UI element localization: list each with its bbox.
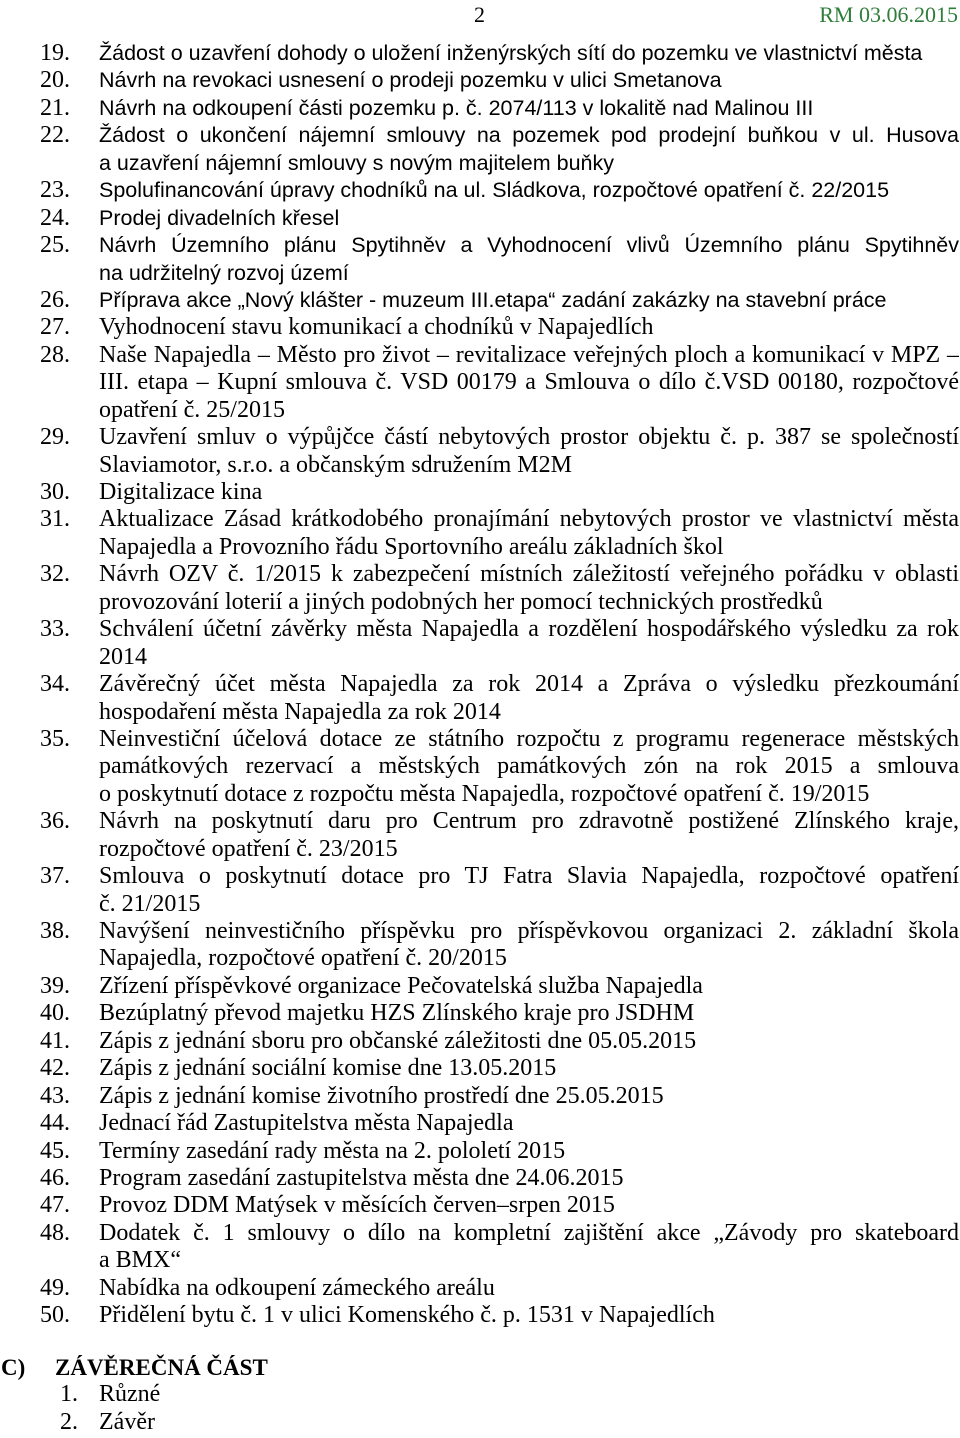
item-text	[99, 1409, 959, 1436]
item-line: III. etapa – Kupní smlouva č. VSD 00179 a Smlouva o dílo č.VSD 00180, rozpočtové	[99, 369, 959, 396]
item-text	[99, 232, 959, 287]
agenda-item	[0, 1000, 960, 1027]
item-number: 37.	[40, 863, 70, 890]
item-number: 36.	[40, 808, 70, 835]
item-line: Smlouva o poskytnutí dotace pro TJ Fatra Slavia Napajedla, rozpočtové opatření	[99, 863, 959, 890]
agenda-item	[0, 1275, 960, 1302]
item-line: Neinvestiční účelová dotace ze státního rozpočtu z programu regenerace městských	[99, 725, 959, 752]
item-line: Schválení účetní závěrky města Napajedla a rozdělení hospodářského výsledku za rok	[99, 616, 959, 643]
page-number: 2	[474, 2, 485, 27]
item-line: památkových rezervací a městských památkových zón na rok 2015 a smlouva	[99, 753, 959, 780]
item-line: Spolufinancování úpravy chodníků na ul. Sládkova, rozpočtové opatření č. 22/2015	[99, 178, 890, 203]
section-heading	[0, 1354, 960, 1381]
agenda-item	[0, 918, 960, 973]
item-text	[99, 616, 959, 671]
item-text	[99, 424, 959, 479]
item-line: 2014	[99, 643, 147, 670]
item-line: Provoz DDM Matýsek v měsících červen–srpen 2015	[99, 1192, 615, 1219]
item-line: Vyhodnocení stavu komunikací a chodníků v Napajedlích	[99, 314, 654, 341]
item-text	[99, 1192, 959, 1219]
item-line: Zápis z jednání komise životního prostředí dne 25.05.2015	[99, 1082, 664, 1109]
agenda-item	[0, 1028, 960, 1055]
page-header	[0, 2, 960, 28]
item-line: Dodatek č. 1 smlouvy o dílo na kompletní zajištění akce „Závody pro skateboard	[99, 1219, 959, 1246]
item-number: 2.	[60, 1408, 78, 1435]
item-text	[99, 1275, 959, 1302]
item-line: Aktualizace Zásad krátkodobého pronajímání nebytových prostor ve vlastnictví města	[99, 506, 959, 533]
agenda-item	[0, 1110, 960, 1137]
agenda-item	[0, 424, 960, 479]
item-text	[99, 973, 959, 1000]
item-line: Slaviamotor, s.r.o. a občanským sdružením M2M	[99, 451, 572, 478]
item-number: 45.	[40, 1137, 70, 1164]
item-line: Digitalizace kina	[99, 479, 263, 505]
item-number: 21.	[40, 94, 70, 121]
agenda-item	[0, 479, 960, 506]
item-line: Napajedla, rozpočtové opatření č. 20/2015	[99, 945, 507, 972]
item-line: a BMX“	[99, 1247, 181, 1274]
item-text	[99, 1055, 959, 1082]
item-line: Navýšení neinvestičního příspěvku pro příspěvkovou organizaci 2. základní škola	[99, 918, 959, 944]
item-text	[99, 1028, 959, 1055]
item-text	[99, 561, 959, 616]
item-line: rozpočtové opatření č. 23/2015	[99, 835, 398, 862]
meeting-ref: RM 03.06.2015	[819, 2, 958, 27]
agenda-item	[0, 1083, 960, 1110]
item-line: Zřízení příspěvkové organizace Pečovatelská služba Napajedla	[99, 972, 703, 999]
agenda-list	[0, 40, 960, 1330]
item-line: a uzavření nájemní smlouvy s novým majitelem buňky	[99, 150, 615, 175]
agenda-item	[0, 287, 960, 314]
item-number: 33.	[40, 616, 70, 643]
item-text	[99, 671, 959, 726]
item-line: Návrh na odkoupení části pozemku p. č. 2074/113 v lokalitě nad Malinou III	[99, 95, 814, 120]
closing-section	[0, 1354, 960, 1436]
item-text	[99, 1110, 959, 1137]
closing-list	[0, 1381, 960, 1436]
item-number: 50.	[40, 1302, 70, 1329]
item-text	[99, 314, 959, 341]
item-text	[99, 1220, 959, 1275]
item-line: Nabídka na odkoupení zámeckého areálu	[99, 1274, 495, 1301]
agenda-item	[0, 973, 960, 1000]
item-number: 25.	[40, 232, 70, 259]
item-number: 42.	[40, 1055, 70, 1082]
item-number: 31.	[40, 506, 70, 533]
item-line: Zápis z jednání sboru pro občanské záležitosti dne 05.05.2015	[99, 1027, 697, 1054]
item-text	[99, 1165, 959, 1192]
item-line: Žádost o uzavření dohody o uložení inženýrských sítí do pozemku ve vlastnictví města	[99, 41, 923, 65]
agenda-item	[0, 616, 960, 671]
closing-item	[0, 1409, 960, 1436]
item-line: Přidělení bytu č. 1 v ulici Komenského č. p. 1531 v Napajedlích	[99, 1302, 715, 1329]
item-number: 48.	[40, 1219, 70, 1246]
item-line: Různé	[99, 1381, 161, 1408]
item-text	[99, 918, 959, 973]
item-text	[99, 479, 959, 506]
agenda-item	[0, 1165, 960, 1192]
agenda-item	[0, 1302, 960, 1329]
item-text	[99, 1302, 959, 1329]
agenda-item	[0, 561, 960, 616]
item-line: o poskytnutí dotace z rozpočtu města Napajedla, rozpočtové opatření č. 19/2015	[99, 780, 870, 807]
item-line: na udržitelný rozvoj území	[99, 260, 349, 285]
agenda-item	[0, 177, 960, 204]
item-line: Návrh Územního plánu Spytihněv a Vyhodnocení vlivů Územního plánu Spytihněv	[99, 233, 959, 258]
item-number: 49.	[40, 1274, 70, 1301]
item-number: 38.	[40, 918, 70, 944]
item-number: 39.	[40, 972, 70, 999]
item-line: Žádost o ukončení nájemní smlouvy na pozemek pod prodejní buňkou v ul. Husova	[99, 123, 959, 148]
item-line: Návrh OZV č. 1/2015 k zabezpečení místních záležitostí veřejného pořádku v oblasti	[99, 561, 959, 588]
item-number: 44.	[40, 1110, 70, 1137]
item-text	[99, 506, 959, 561]
item-number: 23.	[40, 177, 70, 204]
item-line: provozování loterií a jiných podobných her pomocí technických prostředků	[99, 588, 823, 615]
item-number: 1.	[60, 1381, 78, 1408]
item-text	[99, 205, 959, 232]
agenda-item	[0, 232, 960, 287]
item-text	[99, 40, 959, 67]
item-line: Program zasedání zastupitelstva města dne 24.06.2015	[99, 1164, 624, 1191]
item-line: č. 21/2015	[99, 890, 201, 917]
item-number: 40.	[40, 1000, 70, 1027]
agenda-item	[0, 40, 960, 67]
agenda-item	[0, 1138, 960, 1165]
item-number: 32.	[40, 561, 70, 588]
agenda-item	[0, 95, 960, 122]
item-text	[99, 1381, 959, 1408]
agenda-item	[0, 122, 960, 177]
section-title: ZÁVĚREČNÁ ČÁST	[55, 1355, 268, 1380]
item-number: 22.	[40, 122, 70, 149]
section-label: C)	[1, 1355, 26, 1380]
item-text	[99, 1000, 959, 1027]
agenda-item	[0, 1192, 960, 1219]
item-text	[99, 808, 959, 863]
item-number: 35.	[40, 725, 70, 752]
agenda-item	[0, 506, 960, 561]
item-number: 28.	[40, 341, 70, 368]
item-number: 20.	[40, 67, 70, 94]
item-text	[99, 177, 959, 204]
item-line: hospodaření města Napajedla za rok 2014	[99, 698, 501, 725]
item-text	[99, 342, 959, 424]
item-number: 47.	[40, 1192, 70, 1219]
item-text	[99, 287, 959, 314]
item-number: 27.	[40, 314, 70, 341]
item-line: Napajedla a Provozního řádu Sportovního areálu základních škol	[99, 533, 724, 560]
agenda-item	[0, 726, 960, 808]
item-text	[99, 1138, 959, 1165]
item-text	[99, 95, 959, 122]
item-line: Příprava akce „Nový klášter - muzeum III.etapa“ zadání zakázky na stavební práce	[99, 287, 887, 312]
item-number: 26.	[40, 286, 70, 313]
item-line: Termíny zasedání rady města na 2. pololetí 2015	[99, 1137, 566, 1164]
item-line: opatření č. 25/2015	[99, 396, 285, 423]
item-text	[99, 726, 959, 808]
item-number: 29.	[40, 424, 70, 451]
agenda-item	[0, 1055, 960, 1082]
agenda-item	[0, 205, 960, 232]
item-line: Závěr	[99, 1408, 155, 1435]
agenda-item	[0, 808, 960, 863]
item-text	[99, 122, 959, 177]
item-line: Naše Napajedla – Město pro život – revitalizace veřejných ploch a komunikací v MPZ –	[99, 341, 959, 368]
item-line: Zápis z jednání sociální komise dne 13.05.2015	[99, 1055, 557, 1082]
item-text	[99, 863, 959, 918]
item-text	[99, 1083, 959, 1110]
agenda-item	[0, 67, 960, 94]
agenda-item	[0, 342, 960, 424]
item-number: 34.	[40, 671, 70, 698]
item-number: 46.	[40, 1164, 70, 1191]
item-number: 30.	[40, 479, 70, 505]
item-number: 43.	[40, 1082, 70, 1109]
agenda-item	[0, 671, 960, 726]
item-number: 41.	[40, 1027, 70, 1054]
item-line: Uzavření smluv o výpůjčce částí nebytových prostor objektu č. p. 387 se společností	[99, 424, 959, 451]
item-line: Jednací řád Zastupitelstva města Napajedla	[99, 1110, 514, 1137]
item-line: Bezúplatný převod majetku HZS Zlínského kraje pro JSDHM	[99, 1000, 695, 1027]
agenda-item	[0, 1220, 960, 1275]
item-line: Prodej divadelních křesel	[99, 205, 340, 230]
agenda-item	[0, 863, 960, 918]
item-number: 19.	[40, 40, 70, 66]
item-number: 24.	[40, 204, 70, 231]
closing-item	[0, 1381, 960, 1408]
item-line: Návrh na poskytnutí daru pro Centrum pro zdravotně postižené Zlínského kraje,	[99, 808, 959, 835]
item-line: Závěrečný účet města Napajedla za rok 2014 a Zpráva o výsledku přezkoumání	[99, 671, 959, 698]
item-text	[99, 67, 959, 94]
agenda-item	[0, 314, 960, 341]
item-line: Návrh na revokaci usnesení o prodeji pozemku v ulici Smetanova	[99, 68, 722, 93]
